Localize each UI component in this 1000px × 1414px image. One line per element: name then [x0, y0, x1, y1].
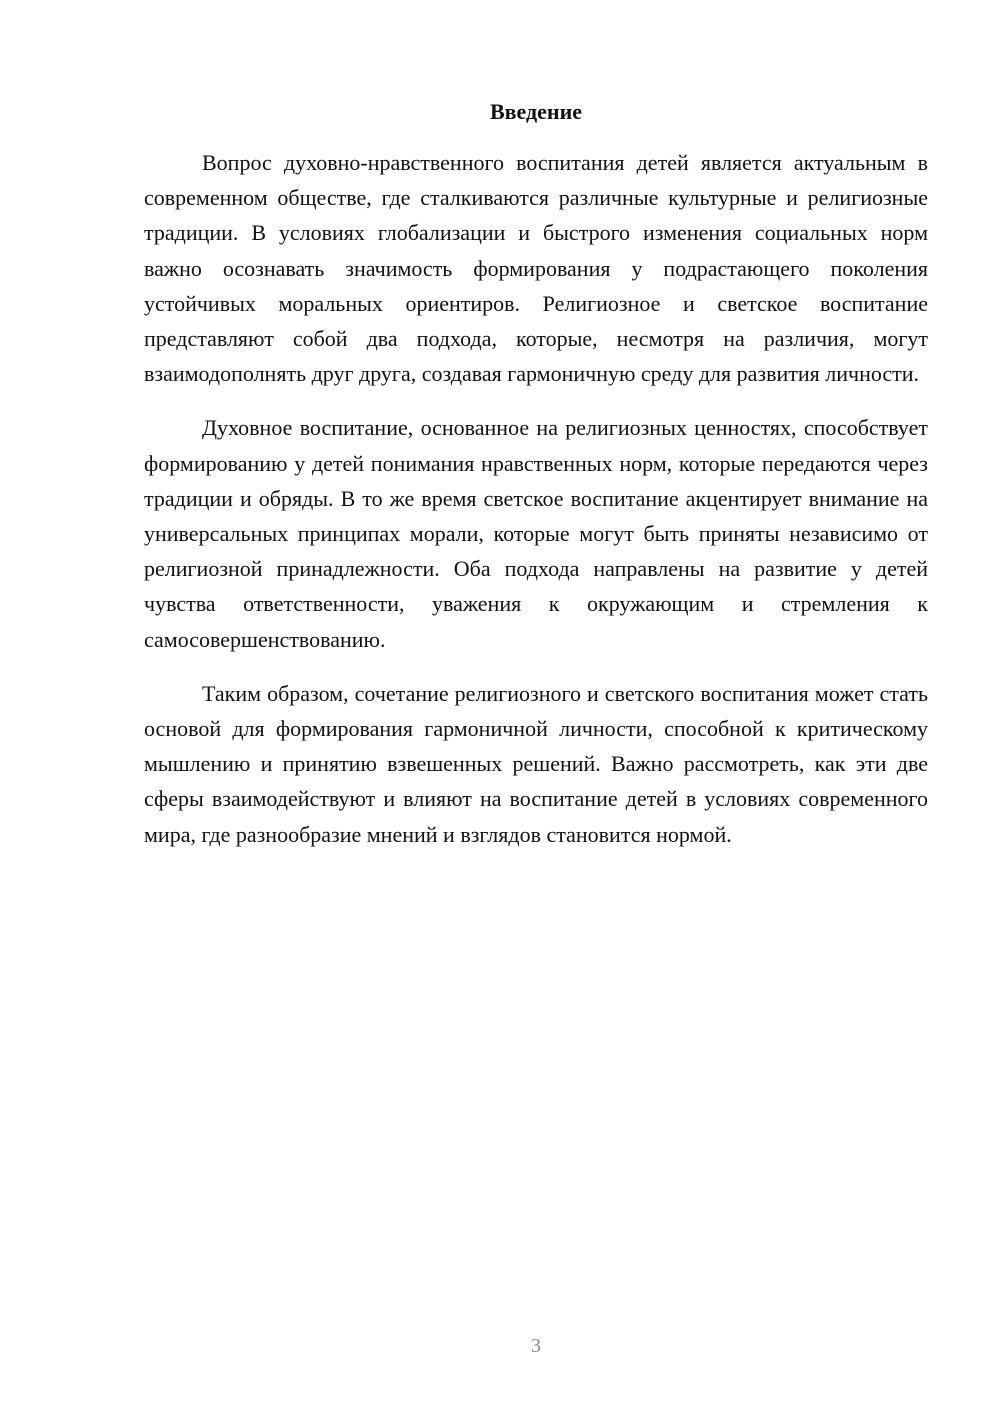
paragraph-1: Вопрос духовно-нравственного воспитания детей является актуальным в современном обществе, где сталкиваются различные культурные и религиозные традиции. В условиях глобализации и быстрого изменения социальных норм важно осознавать значимость формирования у подрастающего поколения устойчивых моральных ориентиров. Религиозное и светское воспитание представляют собой два подхода, которые, несмотря на различия, могут взаимодополнять друг друга, создавая гармоничную среду для развития личности.: [144, 150, 928, 387]
page-content: [144, 98, 928, 871]
paragraph-3: Таким образом, сочетание религиозного и светского воспитания может стать основой для формирования гармоничной личности, способной к критическому мышлению и принятию взвешенных решений. Важно рассмотреть, как эти две сферы взаимодействуют и влияют на воспитание детей в условиях современного мира, где разнообразие мнений и взглядов становится нормой.: [144, 680, 928, 847]
page-number: 3: [531, 1335, 541, 1357]
paragraph-2: Духовное воспитание, основанное на религиозных ценностях, способствует формированию у детей понимания нравственных норм, которые передаются через традиции и обряды. В то же время светское воспитание акцентирует внимание на универсальных принципах морали, которые могут быть приняты независимо от религиозной принадлежности. Оба подхода направлены на развитие у детей чувства ответственности, уважения к окружающим и стремления к самосовершенствованию.: [144, 415, 928, 652]
section-title: Введение: [489, 99, 583, 124]
